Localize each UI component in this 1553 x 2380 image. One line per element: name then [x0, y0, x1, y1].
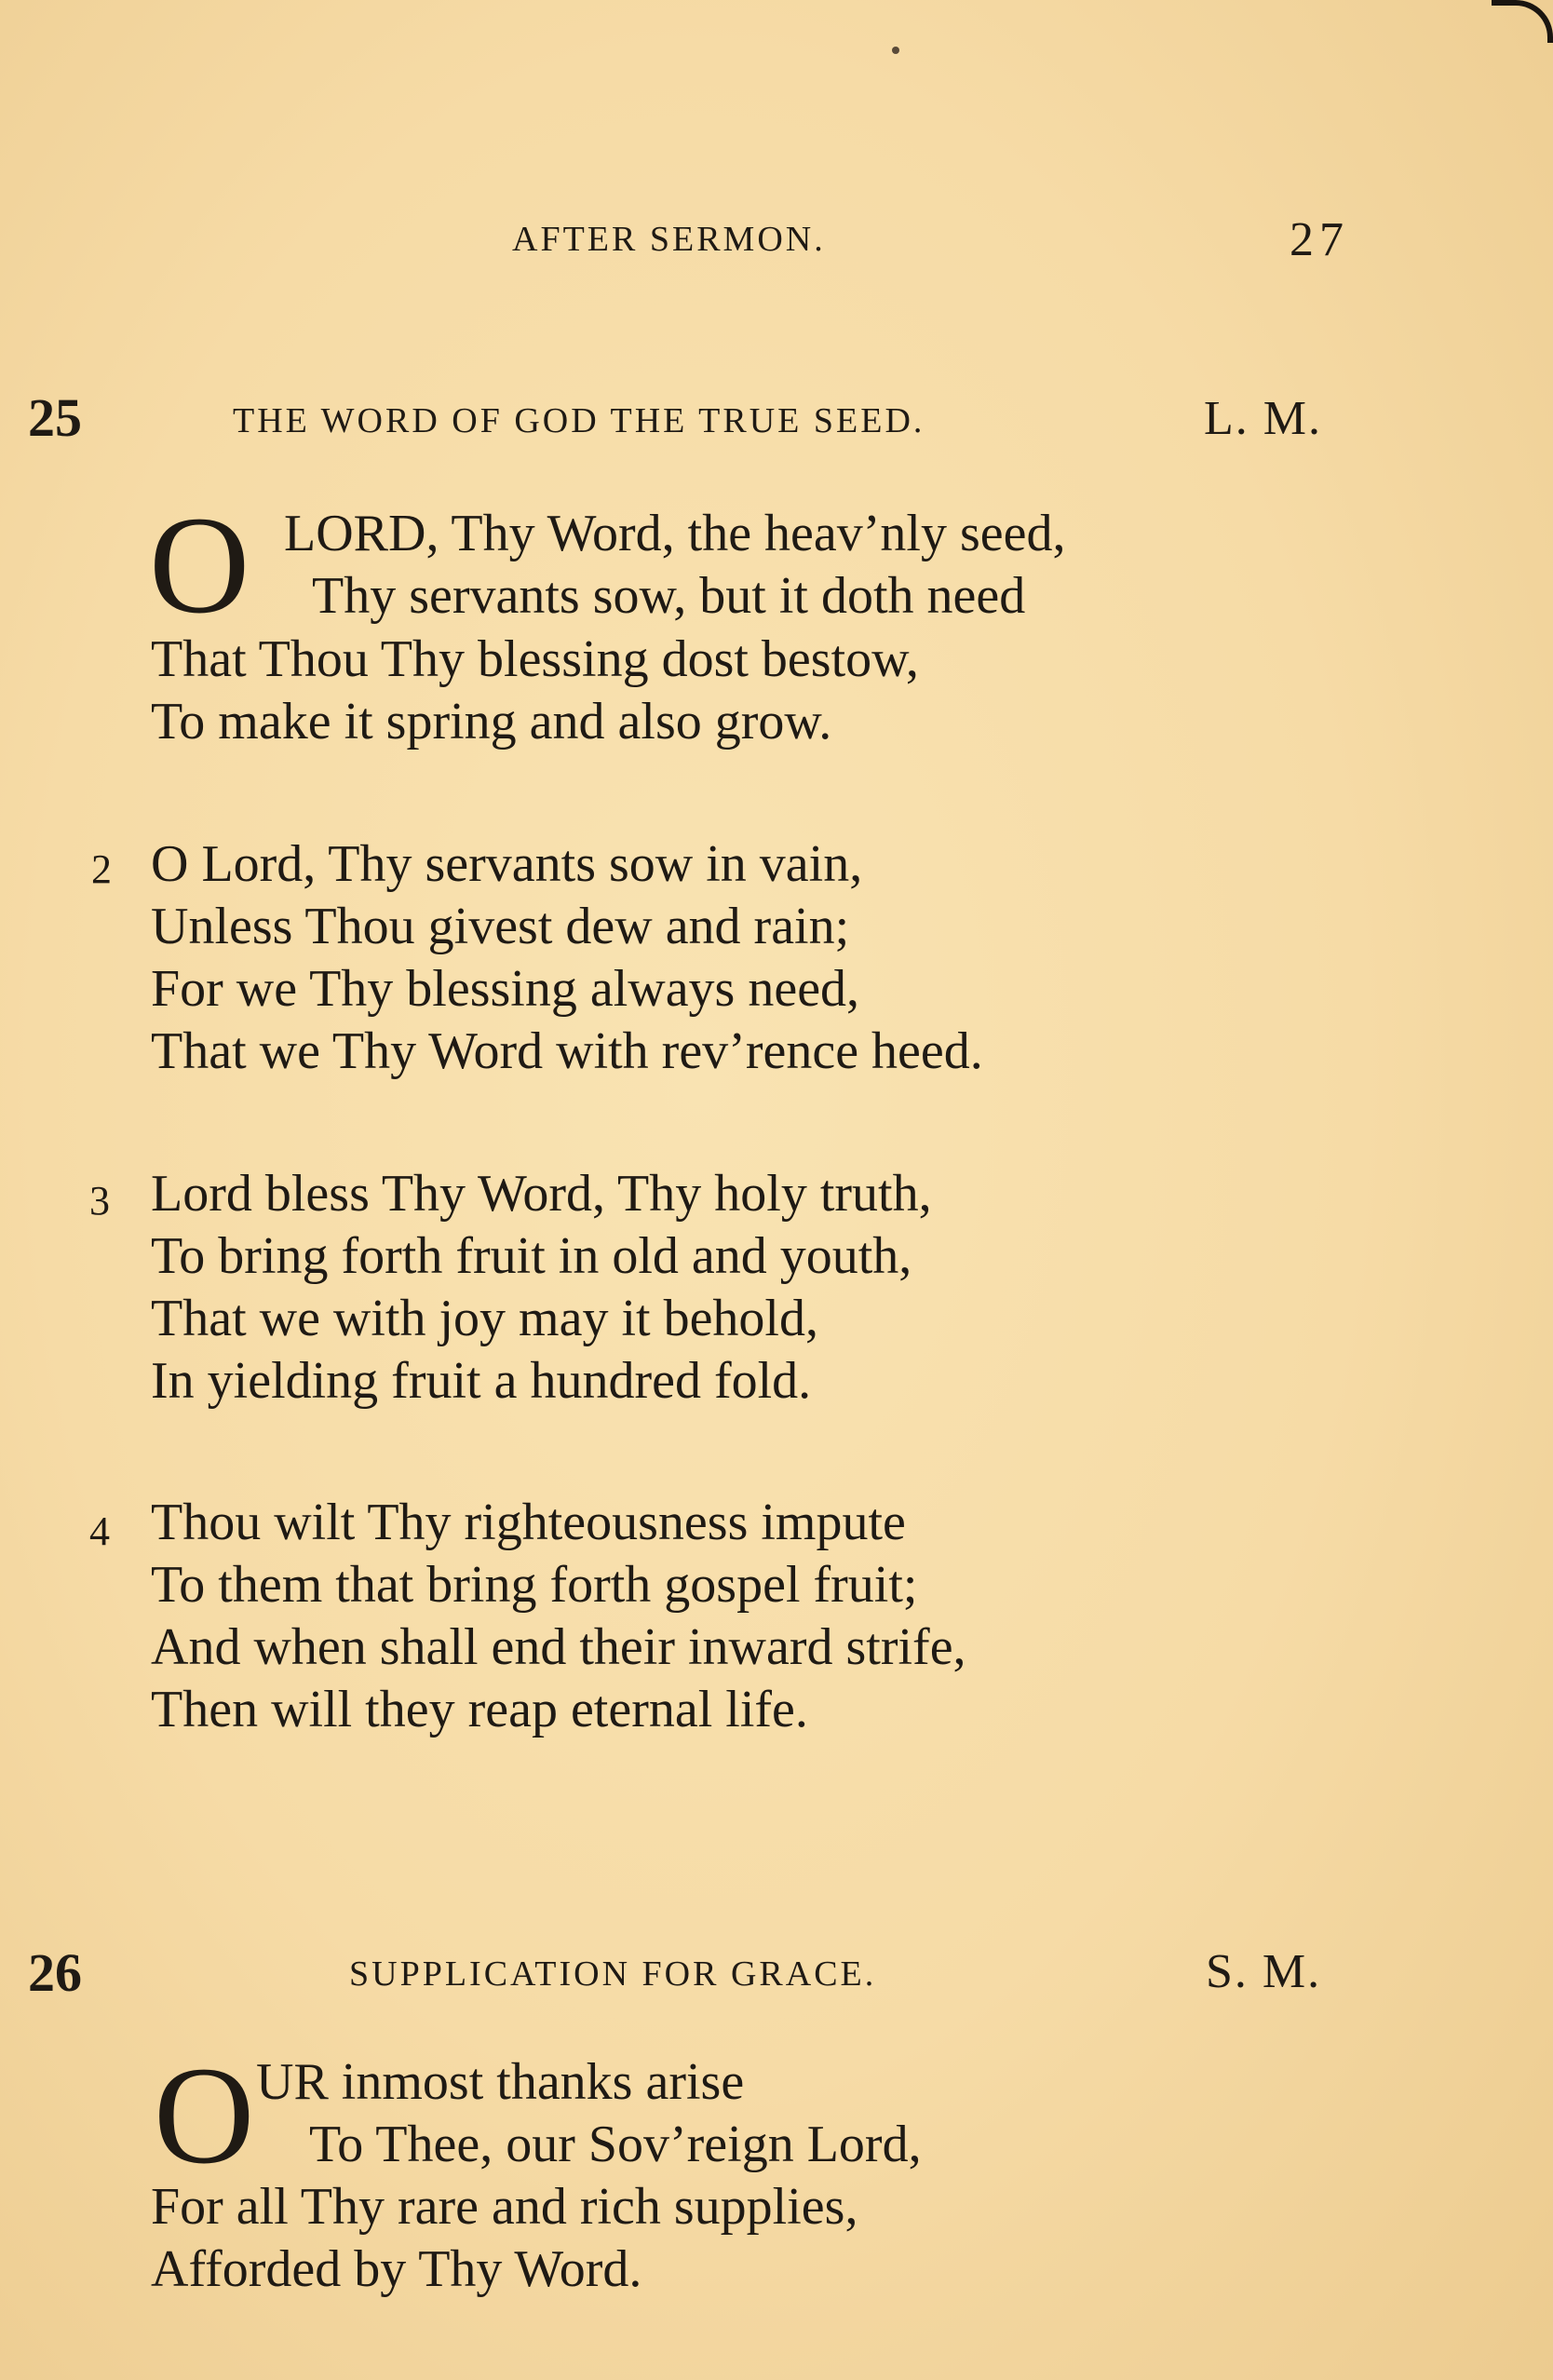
- drop-cap: O: [154, 2038, 255, 2193]
- verse-line: To them that bring forth gospel fruit;: [151, 1556, 918, 1614]
- drop-cap: O: [149, 488, 250, 642]
- verse-line: Unless Thou givest dew and rain;: [151, 898, 850, 955]
- verse-line: Afforded by Thy Word.: [151, 2240, 642, 2298]
- verse-line: To bring forth fruit in old and youth,: [151, 1227, 912, 1285]
- verse-line: And when shall end their inward strife,: [151, 1618, 966, 1676]
- stanza-number: 2: [91, 846, 112, 892]
- hymn-meter: S. M.: [1206, 1945, 1322, 1998]
- verse-line: Lord bless Thy Word, Thy holy truth,: [151, 1165, 932, 1223]
- verse-line: Then will they reap eternal life.: [151, 1681, 808, 1738]
- verse-line: LORD, Thy Word, the heav’nly seed,: [284, 505, 1066, 562]
- verse-line: For we Thy blessing always need,: [151, 960, 860, 1018]
- hymn-title: SUPPLICATION FOR GRACE.: [349, 1954, 877, 1994]
- verse-line: To make it spring and also grow.: [151, 693, 832, 751]
- verse-line: O Lord, Thy servants sow in vain,: [151, 835, 863, 893]
- verse-line: Thy servants sow, but it doth need: [312, 567, 1026, 625]
- verse-line: That we with joy may it behold,: [151, 1290, 818, 1347]
- verse-line: That Thou Thy blessing dost bestow,: [151, 630, 919, 688]
- verse-line: To Thee, our Sov’reign Lord,: [309, 2116, 922, 2173]
- verse-line: Thou wilt Thy righteousness impute: [151, 1494, 906, 1551]
- verse-line: In yielding fruit a hundred fold.: [151, 1352, 812, 1410]
- hymn-number: 26: [28, 1942, 82, 2003]
- running-head: AFTER SERMON.: [512, 220, 826, 259]
- verse-line: For all Thy rare and rich supplies,: [151, 2178, 858, 2236]
- page-number: 27: [1290, 213, 1349, 266]
- hymn-number: 25: [28, 387, 82, 448]
- stanza-number: 3: [89, 1178, 110, 1224]
- ink-speck: [892, 47, 899, 54]
- stanza-number: 4: [89, 1508, 110, 1554]
- verse-line: That we Thy Word with rev’rence heed.: [151, 1022, 983, 1080]
- hymn-title: THE WORD OF GOD THE TRUE SEED.: [233, 401, 925, 440]
- hymn-meter: L. M.: [1204, 392, 1322, 445]
- verse-line: UR inmost thanks arise: [256, 2053, 745, 2111]
- page-corner-binding: [1492, 0, 1553, 43]
